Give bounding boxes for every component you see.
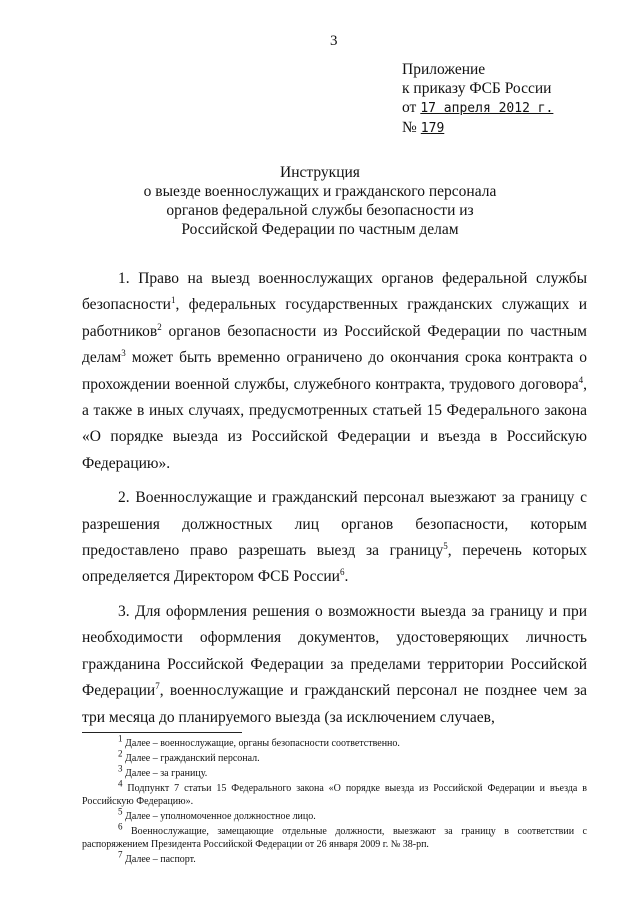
appendix-block <box>402 60 553 138</box>
footnote-6 <box>82 821 587 851</box>
footnote-text: Далее – паспорт. <box>122 854 196 865</box>
footnote-divider <box>82 732 242 733</box>
p2-text-3: . <box>344 568 349 586</box>
footnote-text: Далее – гражданский персонал. <box>122 753 260 764</box>
p2-text-2: , перечень которых определяется Директором ФСБ России <box>82 542 587 586</box>
p1-text-2: , федеральных государственных гражданских служащих и работников <box>82 296 587 340</box>
footnote-2 <box>82 748 587 765</box>
footnote-text: Далее – уполномоченное должностное лицо. <box>122 811 316 822</box>
order-date: 17 апреля 2012 г. <box>420 101 554 116</box>
footnote-text: Далее – за границу. <box>122 768 208 779</box>
title-line-3: органов федеральной службы безопасности из <box>166 202 474 219</box>
footnote-ref-7: 7 <box>155 680 160 691</box>
footnote-4 <box>82 778 587 808</box>
footnote-3 <box>82 763 587 780</box>
footnote-ref-4: 4 <box>578 374 584 385</box>
footnote-number: 2 <box>118 748 123 759</box>
p1-text-1: 1. Право на выезд военнослужащих органов федеральной службы безопасности <box>82 270 587 314</box>
footnotes <box>82 733 587 868</box>
footnote-number: 1 <box>118 733 123 744</box>
p1-text-5: , а также в иных случаях, предусмотренных статьей 15 Федерального закона «О порядке выезда из Российской Федерации и въезда в Российскую Федерацию». <box>82 375 587 472</box>
number-prefix: № <box>402 119 417 136</box>
footnote-number: 7 <box>118 849 123 860</box>
footnote-ref-5: 5 <box>443 540 448 551</box>
appendix-number-line <box>402 118 553 138</box>
appendix-date-line <box>402 98 553 118</box>
footnote-number: 3 <box>118 763 123 774</box>
date-prefix: от <box>402 99 417 116</box>
paragraph-2 <box>82 485 587 591</box>
title-line-1: Инструкция <box>280 164 360 181</box>
footnote-ref-3: 3 <box>121 348 126 359</box>
footnote-text: Подпункт 7 статьи 15 Федерального закона «О порядке выезда из Российской Федерации и въезда в Российскую Федерацию». <box>82 783 587 807</box>
document-title <box>100 163 540 239</box>
paragraph-3 <box>82 599 587 731</box>
footnote-5 <box>82 806 587 823</box>
footnote-7 <box>82 849 587 866</box>
p1-text-3: органов безопасности из Российской Федерации по частным делам <box>82 322 587 367</box>
footnote-ref-1: 1 <box>170 295 176 306</box>
footnote-text: Военнослужащие, замещающие отдельные должности, выезжают за границу в соответствии с распоряжением Президента Российской Федерации от 26 января 2009 г. № 38-рп. <box>82 826 587 850</box>
p3-text-1: 3. Для оформления решения о возможности выезда за границу и при необходимости оформления документов, удостоверяющих личность гражданина Российской Федерации за пределами территории Российской Федерации <box>82 602 587 700</box>
title-line-2: о выезде военнослужащих и гражданского персонала <box>143 183 497 200</box>
p2-text-1: 2. Военнослужащие и гражданский персонал выезжают за границу с разрешения должностных лиц органов безопасности, которым предоставлено право разрешать выезд за границу <box>82 489 587 560</box>
appendix-order-ref: к приказу ФСБ России <box>402 80 552 97</box>
footnote-number: 5 <box>118 806 123 817</box>
paragraph-1 <box>82 266 587 477</box>
body-text <box>82 266 587 739</box>
page-number: 3 <box>330 33 338 49</box>
footnote-1 <box>82 733 587 750</box>
p1-text-4: может быть временно ограничено до окончания срока контракта о прохождении военной службы, служебного контракта, трудового договора <box>82 349 587 393</box>
footnote-ref-6: 6 <box>339 567 345 578</box>
p3-text-2: , военнослужащие и гражданский персонал не позднее чем за три месяца до планируемого выезда (за исключением случаев, <box>82 682 587 726</box>
order-number: 179 <box>420 121 445 136</box>
appendix-label: Приложение <box>402 61 486 78</box>
title-line-4: Российской Федерации по частным делам <box>181 221 459 238</box>
footnote-text: Далее – военнослужащие, органы безопасности соответственно. <box>122 738 400 749</box>
footnote-ref-2: 2 <box>157 321 162 332</box>
footnote-number: 6 <box>118 821 123 832</box>
footnote-number: 4 <box>118 778 123 789</box>
